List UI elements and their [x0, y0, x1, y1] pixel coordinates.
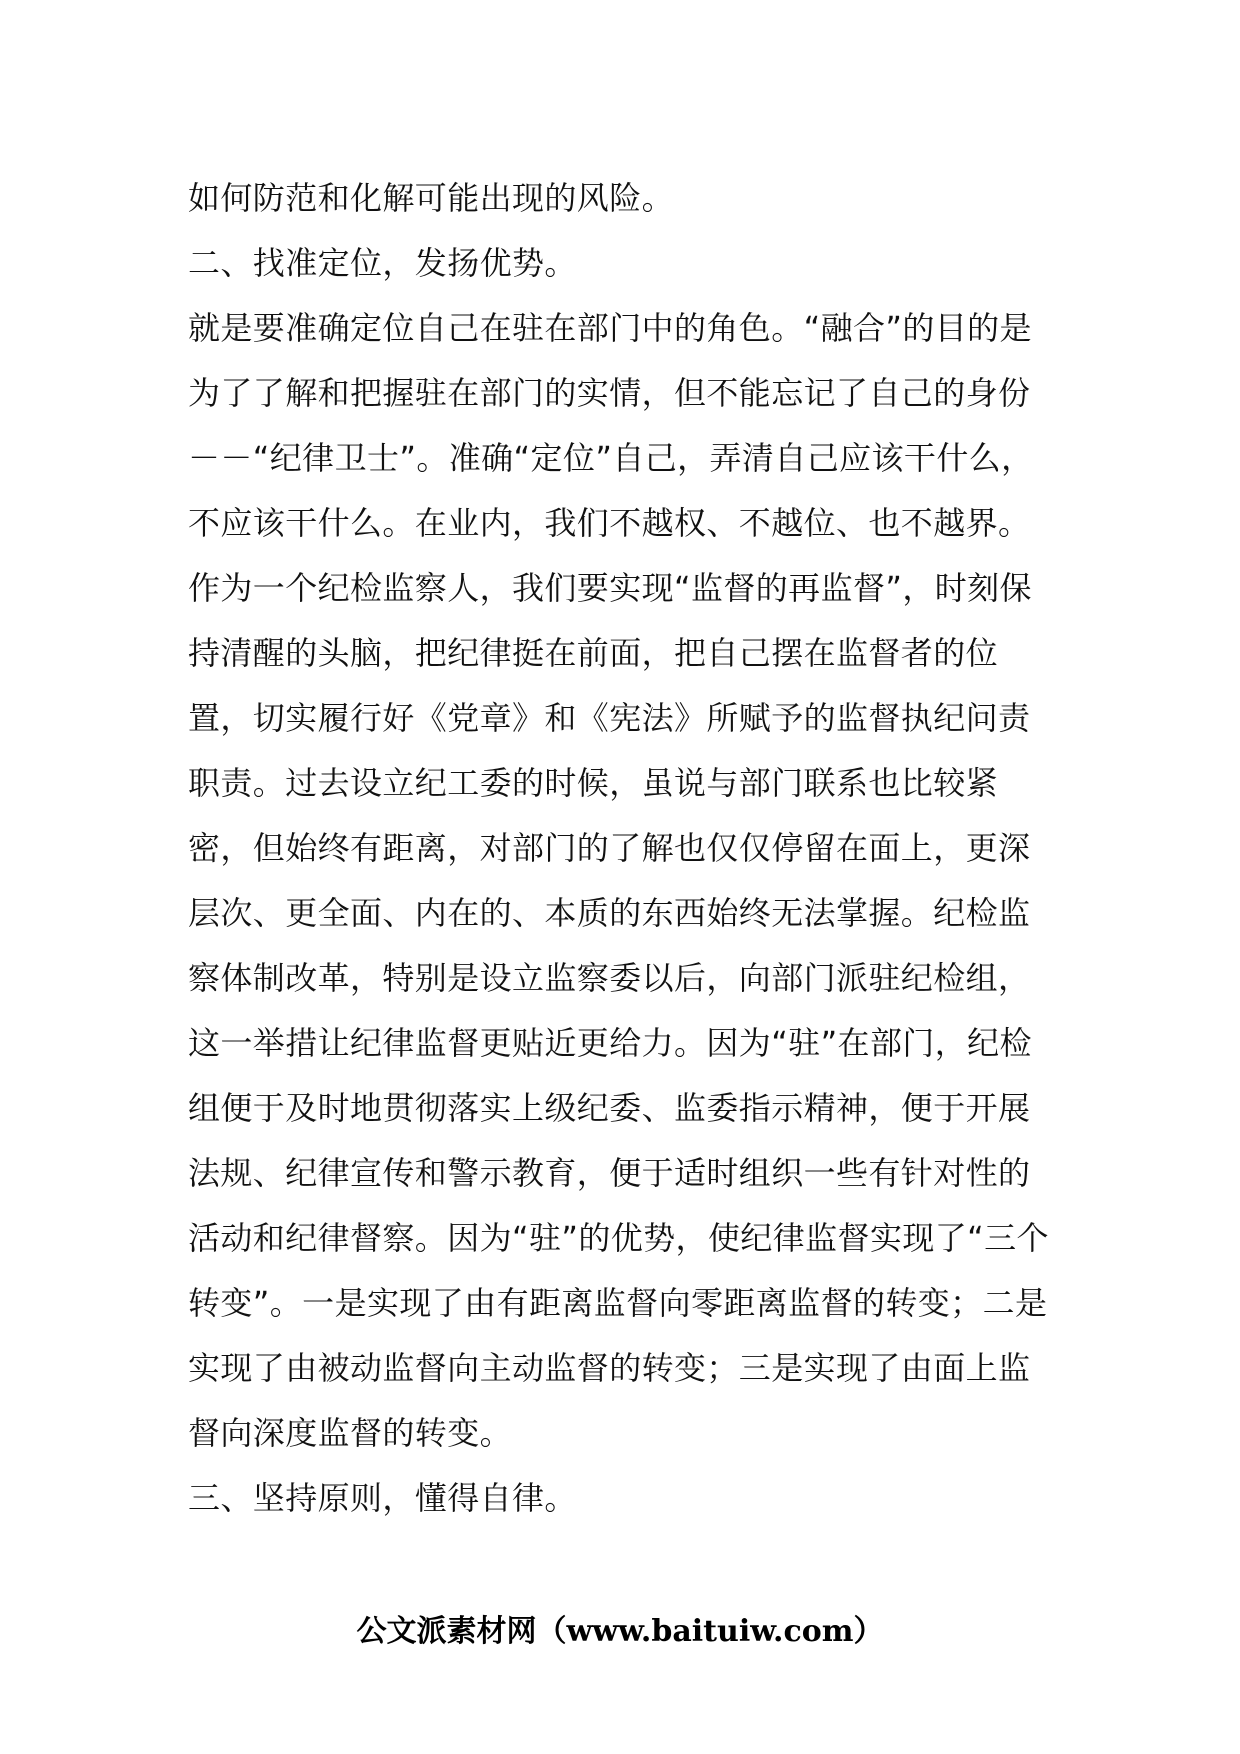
paragraph-risk-closing: 如何防范和化解可能出现的风险。 — [188, 179, 675, 217]
section-heading-two: 二、找准定位，发扬优势。 — [188, 244, 577, 282]
paragraph-positioning: 就是要准确定位自己在驻在部门中的角色。“融合”的目的是为了了解和把握驻在部门的实情，但不能忘记了自己的身份－－“纪律卫士”。准确“定位”自己，弄清自己应该干什么，不应该干什么。在业内，我们不越权、不越位、也不越界。作为一个纪检监察人，我们要实现“监督的再监督”，时刻保持清醒的头脑，把纪律挺在前面，把自己摆在监督者的位置，切实履行好《党章》和《宪法》所赋予的监督执纪问责职责。过去设立纪工委的时候，虽说与部门联系也比较紧密，但始终有距离，对部门的了解也仅仅停留在面上，更深层次、更全面、内在的、本质的东西始终无法掌握。纪检监察体制改革，特别是设立监察委以后，向部门派驻纪检组，这一举措让纪律监督更贴近更给力。因为“驻”在部门，纪检组便于及时地贯彻落实上级纪委、监委指示精神，便于开展法规、纪律宣传和警示教育，便于适时组织一些有针对性的活动和纪律督察。因为“驻”的优势，使纪律监督实现了“三个转变”。一是实现了由有距离监督向零距离监督的转变；二是实现了由被动监督向主动监督的转变；三是实现了由面上监督向深度监督的转变。 — [188, 309, 1049, 1452]
footer-watermark: 公文派素材网（www.baituiw.com） — [356, 1614, 884, 1649]
document-body — [188, 166, 1054, 1531]
section-heading-three: 三、坚持原则，懂得自律。 — [188, 1479, 577, 1517]
